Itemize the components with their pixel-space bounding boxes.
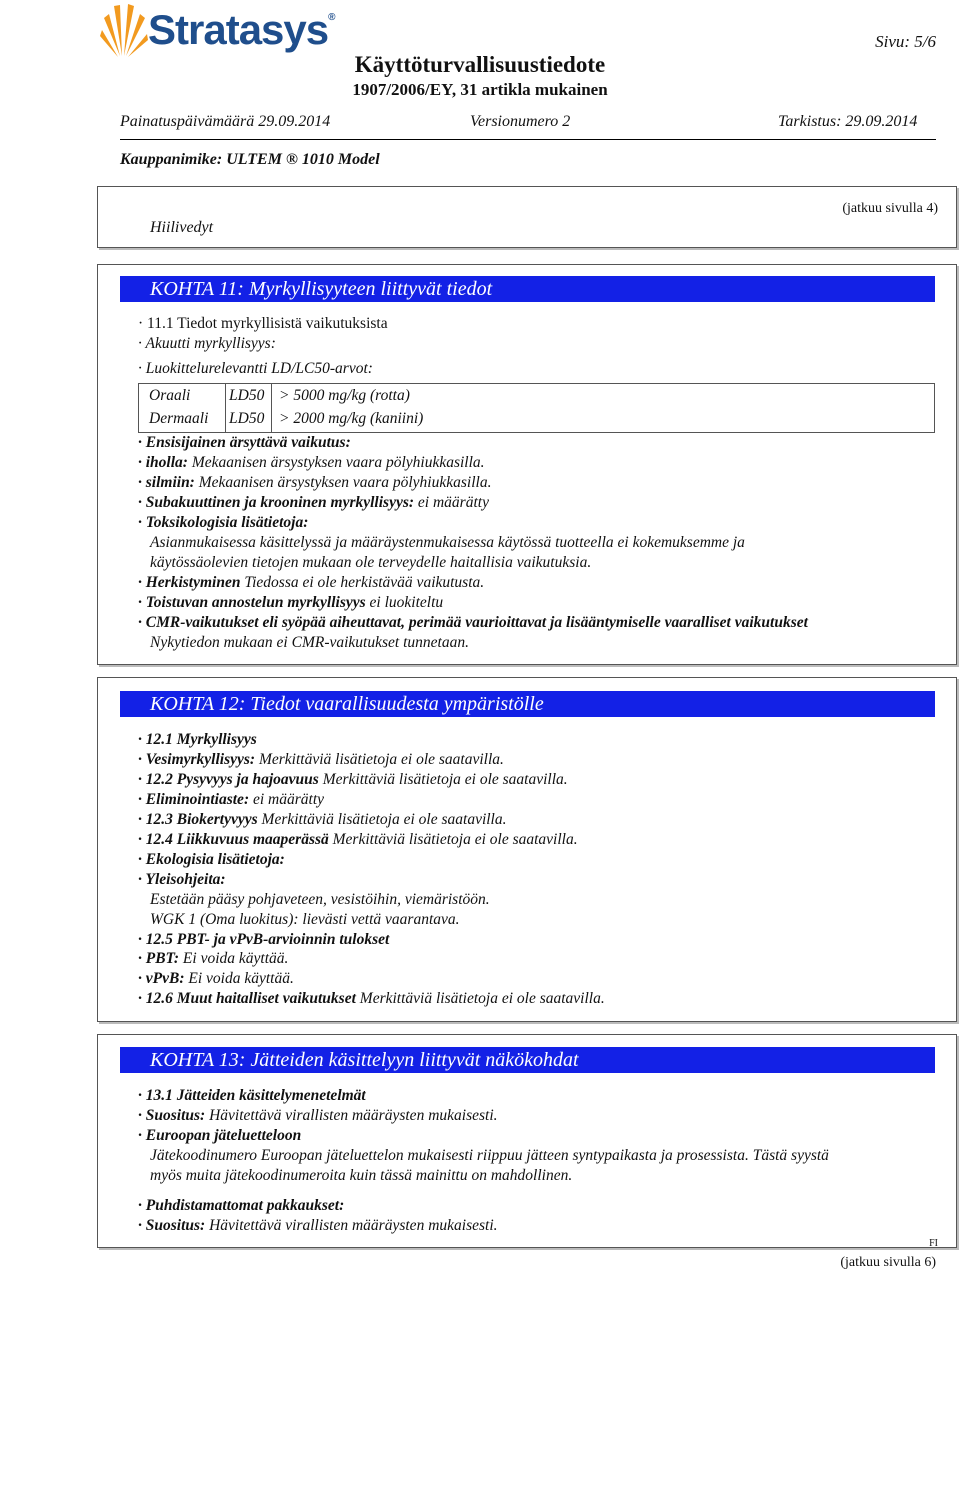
- s13-methods: · 13.1 Jätteiden käsittelymenetelmät: [138, 1087, 366, 1104]
- ld50-row-oral-route: Oraali: [149, 387, 191, 404]
- s12-other-effects: · 12.6 Muut haitalliset vaikutukset Merkittäviä lisätietoja ei ole saatavilla.: [138, 990, 605, 1007]
- brand-name: Stratasys: [148, 6, 329, 53]
- stratasys-logo: Stratasys®: [100, 2, 345, 60]
- s11-chronic: · Subakuuttinen ja krooninen myrkyllisyys: ei määrätty: [138, 494, 489, 511]
- s12-bioaccumulation: · 12.3 Biokertyvyys Merkittäviä lisätietoja ei ole saatavilla.: [138, 811, 507, 828]
- s12-general-label: · Yleisohjeita:: [138, 871, 226, 888]
- s12-toxicity: · 12.1 Myrkyllisyys: [138, 731, 257, 748]
- s11-eyes: · silmiin: Mekaanisen ärsystyksen vaara pölyhiukkasilla.: [138, 474, 492, 491]
- s11-extra-text-1: Asianmukaisessa käsittelyssä ja määräystenmukaisessa käytössä tuotteella ei kokemuksemme ja: [150, 534, 745, 551]
- ld50-row-dermal-type: LD50: [229, 410, 265, 427]
- s12-vpvb: · vPvB: Ei voida käyttää.: [138, 970, 294, 987]
- continued-text: Hiilivedyt: [150, 219, 214, 236]
- s12-general-text-1: Estetään pääsy pohjaveteen, vesistöihin, viemäristöön.: [150, 891, 490, 908]
- language-code: FI: [929, 1238, 938, 1249]
- ld50-table: [138, 383, 935, 433]
- s12-persistence: · 12.2 Pysyvyys ja hajoavuus Merkittäviä lisätietoja ei ole saatavilla.: [138, 771, 568, 788]
- version-number: Versionumero 2: [470, 113, 571, 130]
- s11-toxic-effects: · 11.1 Tiedot myrkyllisistä vaikutuksista: [138, 315, 388, 332]
- s11-primary-irritant: · Ensisijainen ärsyttävä vaikutus:: [138, 434, 351, 451]
- ld50-row-oral-value: > 5000 mg/kg (rotta): [279, 387, 410, 404]
- document-title: Käyttöturvallisuustiedote: [354, 52, 606, 77]
- s12-elimination: · Eliminointiaste: ei määrätty: [138, 791, 325, 808]
- s13-catalogue-text-2: myös muita jätekoodinumeroita kuin tässä mainittu on mahdollinen.: [150, 1167, 573, 1184]
- s11-ld-lc50: · Luokittelurelevantti LD/LC50-arvot:: [138, 360, 373, 377]
- s13-catalogue-label: · Euroopan jäteluetteloon: [138, 1127, 302, 1144]
- continued-next: (jatkuu sivulla 6): [840, 1255, 936, 1270]
- product-name: Kauppanimike: ULTEM ® 1010 Model: [120, 151, 380, 168]
- header-divider: [120, 139, 936, 140]
- continued-note: (jatkuu sivulla 4): [842, 201, 938, 216]
- ld50-row-dermal-route: Dermaali: [149, 410, 209, 427]
- section-11-title: KOHTA 11: Myrkyllisyyteen liittyvät tiedot: [120, 276, 935, 302]
- s13-recommendation-2: · Suositus: Hävitettävä virallisten määräysten mukaisesti.: [138, 1217, 498, 1234]
- s11-skin: · iholla: Mekaanisen ärsystyksen vaara pölyhiukkasilla.: [138, 454, 485, 471]
- s13-packaging-label: · Puhdistamattomat pakkaukset:: [138, 1197, 345, 1214]
- page-number: Sivu: 5/6: [875, 32, 936, 51]
- s11-extra-label: · Toksikologisia lisätietoja:: [138, 514, 309, 531]
- continuation-box: [97, 186, 957, 248]
- ld50-row-oral-type: LD50: [229, 387, 265, 404]
- s11-extra-text-2: käytössäolevien tietojen mukaan ole terveydelle haitallisia vaikutuksia.: [150, 554, 592, 571]
- s13-recommendation: · Suositus: Hävitettävä virallisten määräysten mukaisesti.: [138, 1107, 498, 1124]
- s12-eco-label: · Ekologisia lisätietoja:: [138, 851, 285, 868]
- s12-pbt: · PBT: Ei voida käyttää.: [138, 950, 289, 967]
- s11-sensitisation: · Herkistyminen Tiedossa ei ole herkistävää vaikutusta.: [138, 574, 485, 591]
- section-12-title: KOHTA 12: Tiedot vaarallisuudesta ympäristölle: [120, 691, 935, 717]
- revision-date: Tarkistus: 29.09.2014: [778, 113, 918, 130]
- s12-aquatic: · Vesimyrkyllisyys: Merkittäviä lisätietoja ei ole saatavilla.: [138, 751, 504, 768]
- ld50-row-dermal-value: > 2000 mg/kg (kaniini): [279, 410, 424, 427]
- s12-general-text-2: WGK 1 (Oma luokitus): lievästi vettä vaarantava.: [150, 911, 460, 928]
- regulation: 1907/2006/EY, 31 artikla mukainen: [352, 80, 608, 99]
- s12-pbt-heading: · 12.5 PBT- ja vPvB-arvioinnin tulokset: [138, 931, 390, 948]
- section-13-title: KOHTA 13: Jätteiden käsittelyyn liittyvät näkökohdat: [120, 1047, 935, 1073]
- s12-mobility: · 12.4 Liikkuvuus maaperässä Merkittäviä lisätietoja ei ole saatavilla.: [138, 831, 578, 848]
- print-date: Painatuspäivämäärä 29.09.2014: [120, 113, 331, 130]
- s13-catalogue-text-1: Jätekoodinumero Euroopan jäteluettelon mukaisesti riippuu jätteen syntypaikasta ja prosessista. Tästä syystä: [150, 1147, 829, 1164]
- s11-cmr-label: · CMR-vaikutukset eli syöpää aiheuttavat, perimää vaurioittavat ja lisääntymiselle vaaralliset vaikutukset: [138, 614, 808, 631]
- s11-acute-toxicity: · Akuutti myrkyllisyys:: [138, 335, 276, 352]
- s11-cmr-text: Nykytiedon mukaan ei CMR-vaikutukset tunnetaan.: [150, 634, 469, 651]
- s11-repeated-dose: · Toistuvan annostelun myrkyllisyys ei luokiteltu: [138, 594, 444, 611]
